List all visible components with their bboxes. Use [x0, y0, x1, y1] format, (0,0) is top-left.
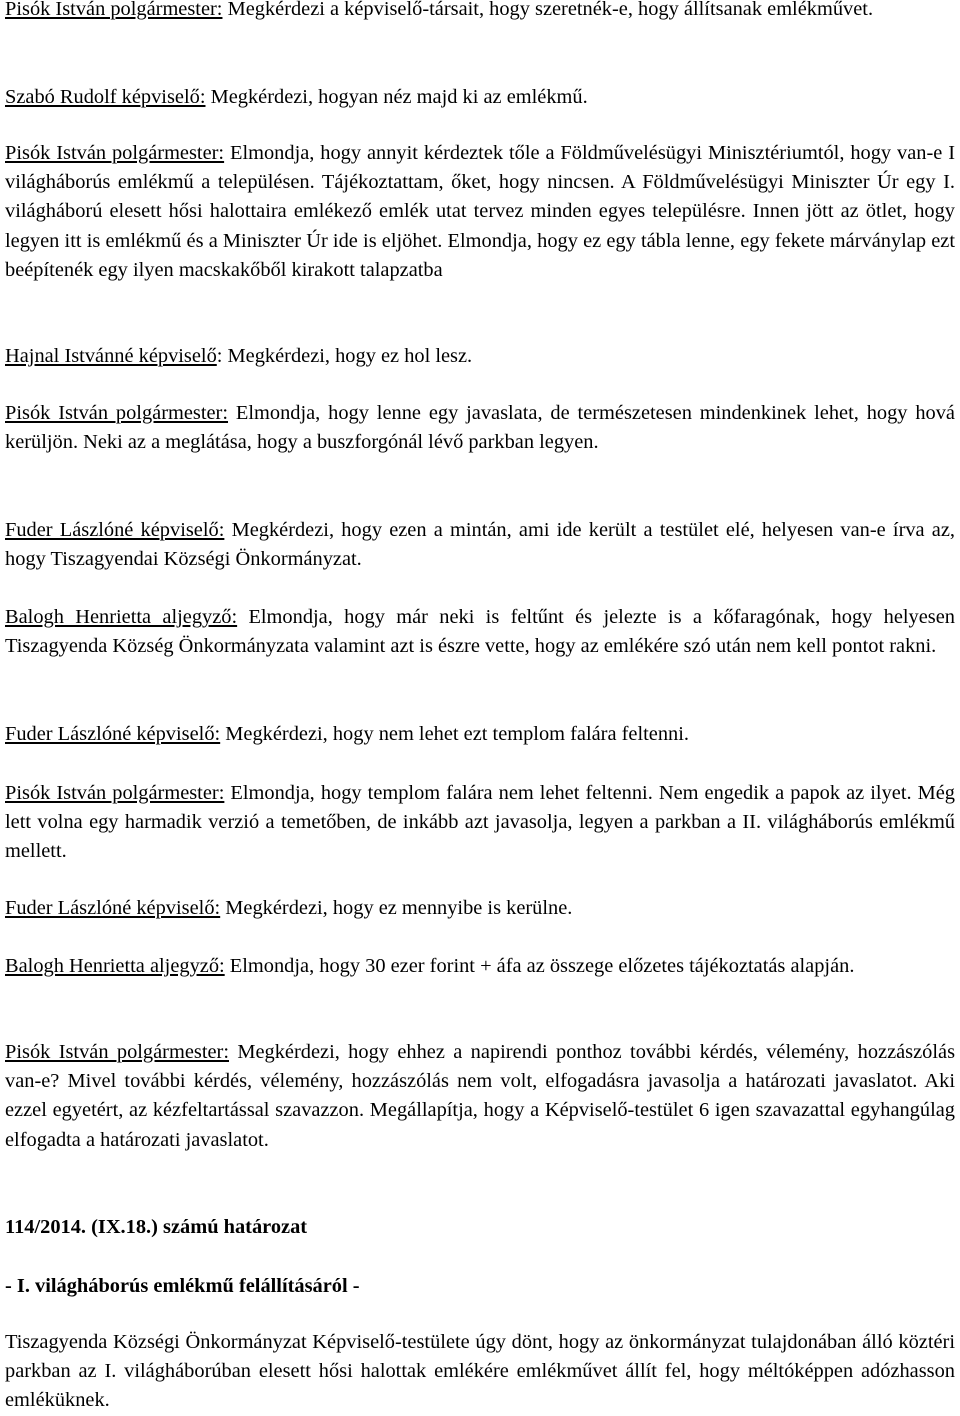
statement-text: Elmondja, hogy annyit kérdeztek tőle a Földművelésügyi Minisztériumtól, hogy van-e I világháborús emlékmű a településen. Tájékoztattam, őket, hogy nincsen. A Földművelésügyi Miniszter Úr egy I. világháború elesett hősi halottaira emlékező emlék utat tervez minden egyes településre. Innen jött az ötlet, hogy legyen itt is emlékmű és a Miniszter Úr ide is eljöhet. Elmondja, hogy ez egy tábla lenne, egy fekete márványlap ezt beépítenék egy ilyen macskakőből kirakott talapzatba: [5, 142, 956, 281]
minutes-paragraph: [5, 603, 955, 661]
minutes-paragraph: [5, 139, 955, 285]
minutes-paragraph: [5, 0, 873, 24]
speaker-name: Fuder Lászlóné képviselő:: [5, 519, 225, 541]
statement-text: : Megkérdezi, hogy ez hol lesz.: [216, 345, 473, 367]
minutes-paragraph: [5, 894, 572, 923]
statement-text: Megkérdezi a képviselő-társait, hogy szeretnék-e, hogy állítsanak emlékművet.: [222, 0, 874, 20]
statement-text: Megkérdezi, hogy ez mennyibe is kerülne.: [220, 897, 573, 919]
statement-text: Megkérdezi, hogyan néz majd ki az emlékmű.: [205, 86, 588, 108]
minutes-paragraph: [5, 1038, 955, 1155]
speaker-name: Balogh Henrietta aljegyző:: [5, 955, 225, 977]
minutes-paragraph: [5, 83, 588, 112]
speaker-name: Szabó Rudolf képviselő:: [5, 86, 206, 108]
resolution-number: 114/2014. (IX.18.) számú határozat: [5, 1216, 308, 1238]
minutes-paragraph: [5, 952, 854, 981]
speaker-name: Pisók István polgármester:: [5, 1041, 229, 1063]
speaker-name: Balogh Henrietta aljegyző:: [5, 606, 238, 628]
speaker-name: Pisók István polgármester:: [5, 0, 223, 20]
statement-text: Elmondja, hogy már neki is feltűnt és jelezte is a kőfaragónak, hogy helyesen Tiszagyenda Község Önkormányzata valamint azt is észre vette, hogy az emlékére szó után nem kell pontot rakni.: [5, 606, 955, 658]
statement-text: Elmondja, hogy lenne egy javaslata, de természetesen mindenkinek lehet, hogy hová kerüljön. Neki az a meglátása, hogy a buszforgónál lévő parkban legyen.: [5, 402, 955, 454]
statement-text: Elmondja, hogy 30 ezer forint + áfa az összege előzetes tájékoztatás alapján.: [224, 955, 855, 977]
statement-text: Megkérdezi, hogy ezen a mintán, ami ide került a testület elé, helyesen van-e írva az, hogy Tiszagyendai Községi Önkormányzat.: [5, 519, 955, 571]
speaker-name: Pisók István polgármester:: [5, 782, 225, 804]
minutes-paragraph: [5, 399, 955, 457]
speaker-name: Fuder Lászlóné képviselő:: [5, 723, 221, 745]
minutes-paragraph: [5, 516, 955, 574]
resolution-subject: - I. világháborús emlékmű felállításáról -: [5, 1275, 360, 1297]
speaker-name: Hajnal Istvánné képviselő: [5, 345, 217, 367]
resolution-text: Tiszagyenda Községi Önkormányzat Képviselő-testülete úgy dönt, hogy az önkormányzat tulajdonában álló köztéri parkban az I. világháborúban elesett hősi halottak emlékére emlékművet állít fel, hogy méltóképpen adózhasson emléküknek.: [5, 1331, 955, 1412]
minutes-paragraph: [5, 342, 472, 371]
minutes-paragraph: [5, 779, 955, 867]
statement-text: Megkérdezi, hogy nem lehet ezt templom falára feltenni.: [220, 723, 689, 745]
statement-text: Elmondja, hogy templom falára nem lehet feltenni. Nem engedik a papok az ilyet. Még lett volna egy harmadik verzió a temetőben, de inkább azt javasolja, legyen a parkban a II. világháborús emlékmű mellett.: [5, 782, 955, 863]
speaker-name: Pisók István polgármester:: [5, 142, 225, 164]
statement-text: Megkérdezi, hogy ehhez a napirendi ponthoz további kérdés, vélemény, hozzászólás van-e? Mivel további kérdés, vélemény, hozzászólás nem volt, elfogadásra javasolja a határozati javaslatot. Aki ezzel egyetért, az kézfeltartással szavazzon. Megállapítja, hogy a Képviselő-testület 6 igen szavazattal egyhangúlag elfogadta a határozati javaslatot.: [5, 1041, 956, 1151]
minutes-paragraph: [5, 720, 689, 749]
speaker-name: Pisók István polgármester:: [5, 402, 229, 424]
speaker-name: Fuder Lászlóné képviselő:: [5, 897, 221, 919]
